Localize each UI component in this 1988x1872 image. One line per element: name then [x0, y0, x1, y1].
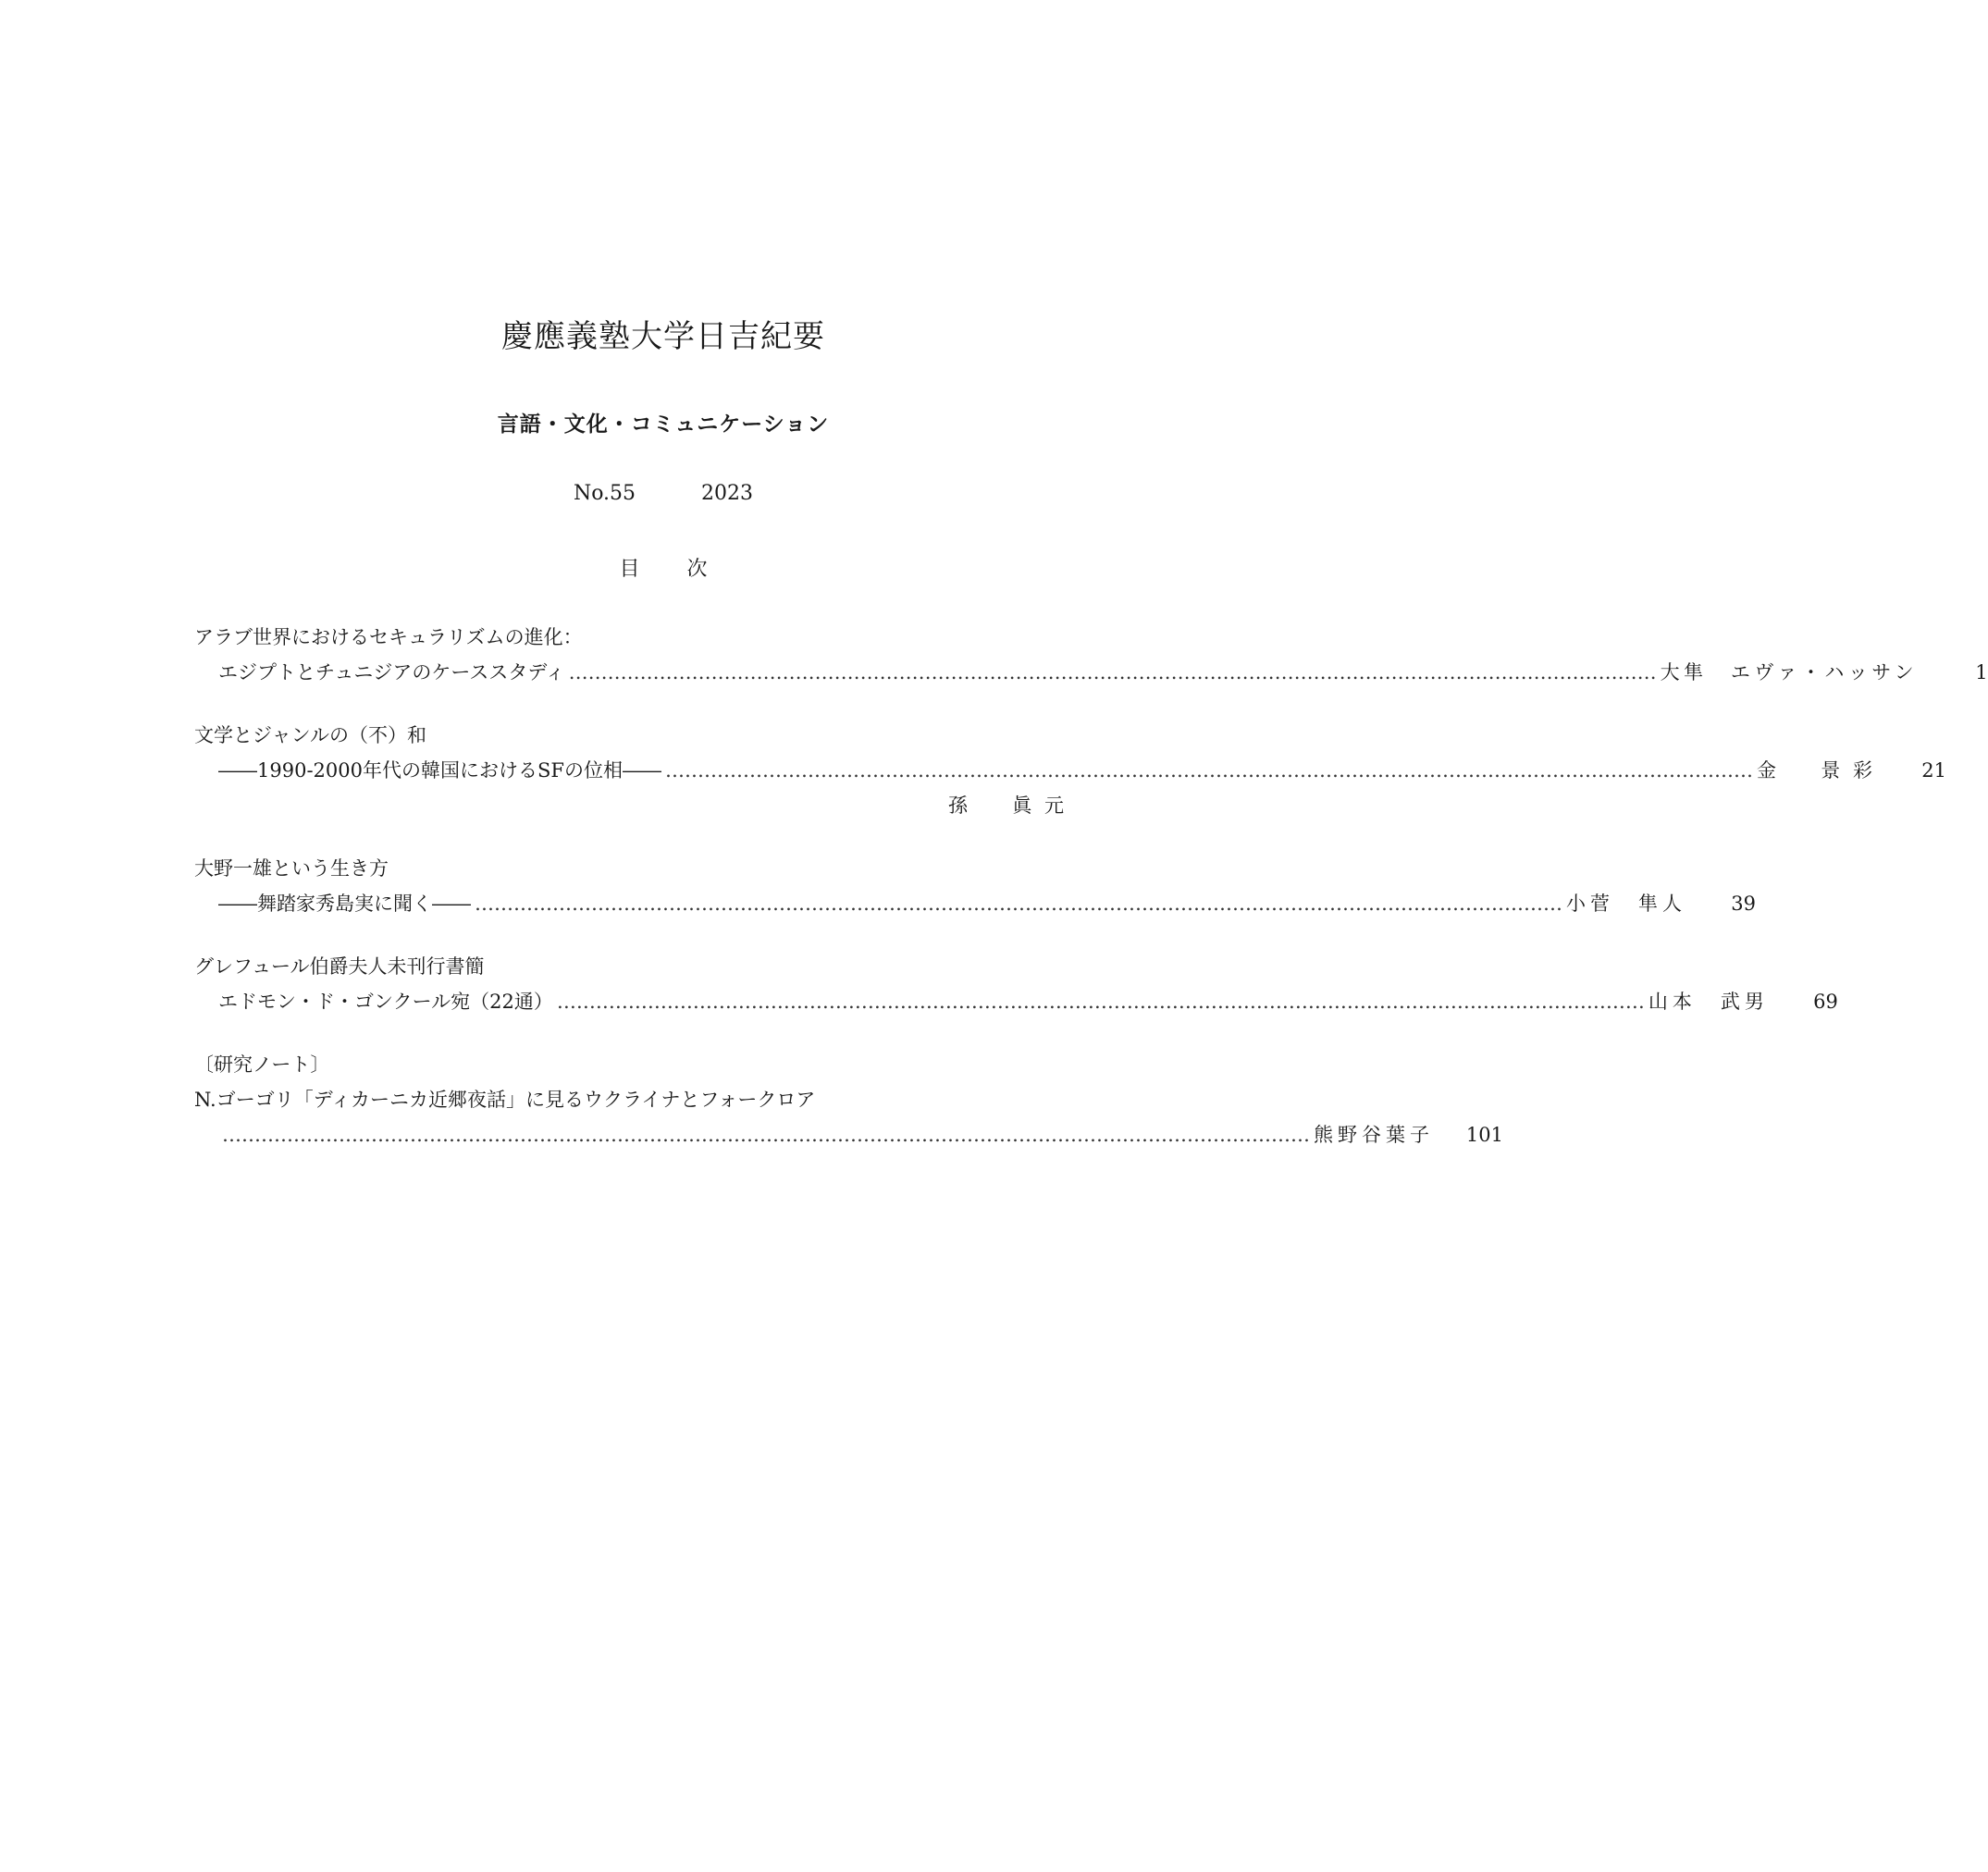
leader-dots: ……………………………………………………………………………………………………………………………………………………	[556, 991, 1645, 1013]
entry-title[interactable]: 大野一雄という生き方	[194, 857, 389, 880]
entry-page-number: 101	[1465, 1124, 1503, 1146]
toc-entry	[194, 949, 1838, 1019]
entry-page-number: 69	[1813, 991, 1838, 1013]
journal-title: 慶應義塾大学日吉紀要	[501, 318, 825, 355]
entry-title[interactable]: N.ゴーゴリ「ディカーニカ近郷夜話」に見るウクライナとフォークロア	[194, 1089, 816, 1111]
entry-author: 山本 武男	[1648, 991, 1764, 1013]
entry-author: 小菅 隼人	[1566, 893, 1682, 915]
toc-research-note	[194, 1047, 1503, 1152]
entry-subtitle[interactable]: エドモン・ド・ゴンクール宛（22通）	[218, 991, 553, 1013]
entry-page-number: 39	[1731, 893, 1756, 915]
entry-author: 熊野谷葉子	[1314, 1124, 1429, 1146]
entry-title[interactable]: アラブ世界におけるセキュラリズムの進化：	[194, 626, 583, 648]
toc-heading: 目 次	[619, 558, 728, 581]
leader-dots: ……………………………………………………………………………………………………………………………………………………	[475, 893, 1562, 915]
section-label: 〔研究ノート〕	[194, 1053, 330, 1076]
entry-page-number: 21	[1921, 759, 1946, 782]
entry-title[interactable]: 文学とジャンルの（不）和	[194, 724, 427, 746]
entry-title[interactable]: グレフュール伯爵夫人未刊行書簡	[194, 955, 485, 978]
toc-entry	[194, 851, 1756, 921]
entry-page-number: 1	[1975, 661, 1988, 684]
toc-entry	[194, 620, 1988, 690]
leader-dots: ……………………………………………………………………………………………………………………………………………………	[568, 661, 1657, 684]
leader-dots: ……………………………………………………………………………………………………………………………………………………	[664, 759, 1753, 782]
table-of-contents	[194, 620, 1988, 1180]
issue-year: 2023	[701, 482, 754, 505]
leader-dots: ……………………………………………………………………………………………………………………………………………………	[222, 1124, 1310, 1146]
entry-author: 孫 眞元	[948, 794, 1064, 817]
toc-entry	[194, 718, 1946, 823]
issue-line	[0, 482, 1327, 505]
entry-subtitle[interactable]: ――1990‑2000年代の韓国におけるSFの位相――	[218, 759, 661, 782]
entry-subtitle[interactable]: エジプトとチュニジアのケーススタディ	[218, 661, 565, 684]
issue-number: No.55	[573, 482, 636, 505]
entry-author: 大隼 エヴァ・ハッサン	[1660, 661, 1914, 684]
journal-subtitle: 言語・文化・コミュニケーション	[497, 413, 830, 437]
entry-author: 金 景彩	[1756, 759, 1872, 782]
entry-subtitle[interactable]: ――舞踏家秀島実に聞く――	[218, 893, 471, 915]
